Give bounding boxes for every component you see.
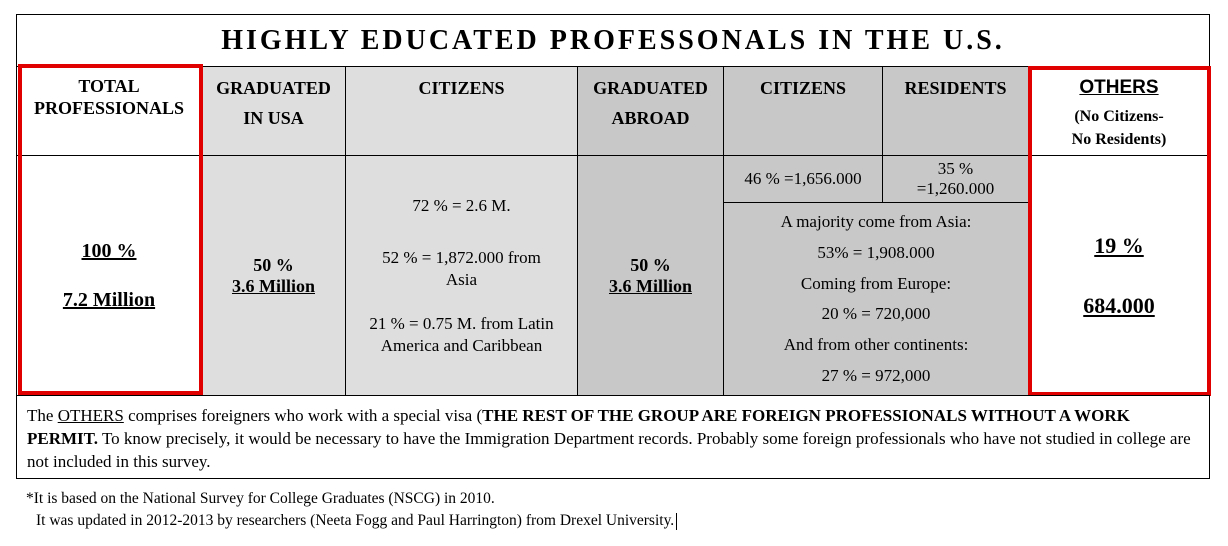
footnote-bold-text: THE REST OF THE GROUP ARE FOREIGN PROFESSIONALS WITHOUT A WORK PERMIT. [27, 406, 1130, 448]
abroad-detail-line: 27 % = 972,000 [821, 365, 931, 385]
highlight-others-column [1028, 66, 1211, 396]
graduated-abroad-percent: 50 % [630, 254, 671, 275]
header-graduated-usa-line1: GRADUATED [216, 78, 331, 98]
citizens-usa-line2b: Asia [445, 269, 478, 289]
abroad-detail-line: A majority come from Asia: [780, 212, 972, 232]
header-total-line2: PROFESSIONALS [33, 98, 185, 118]
highlight-total-column [18, 64, 203, 395]
header-citizens-usa-label: CITIZENS [418, 78, 505, 98]
graduated-abroad-cell [577, 155, 724, 396]
header-others-sub1: (No Citizens- [1074, 108, 1164, 125]
abroad-detail-cell [723, 202, 1029, 396]
others-amount: 684.000 [1083, 292, 1155, 318]
residents-cell [882, 155, 1029, 203]
citizens-abroad-value: 46 % =1,656.000 [744, 169, 862, 188]
total-amount: 7.2 Million [62, 288, 156, 311]
abroad-detail-line: 20 % = 720,000 [821, 304, 931, 324]
header-others-sub2: No Residents) [1071, 131, 1167, 148]
footnote-text-2: comprises foreigners who work with a special visa ( [123, 406, 483, 425]
abroad-detail-line: Coming from Europe: [800, 273, 952, 293]
residents-value-line1: 35 % [937, 159, 974, 178]
total-percent: 100 % [81, 239, 137, 262]
page-title: HIGHLY EDUCATED PROFESSONALS IN THE U.S. [16, 14, 1210, 66]
citizens-abroad-cell [723, 155, 883, 203]
header-graduated-abroad-line1: GRADUATED [593, 78, 708, 98]
citizens-usa-line2a: 52 % = 1,872.000 from [382, 247, 541, 267]
graduated-usa-percent: 50 % [253, 254, 294, 275]
footnote-box [16, 395, 1210, 479]
graduated-usa-amount: 3.6 Million [231, 275, 315, 296]
header-citizens-usa [345, 66, 578, 156]
header-citizens-abroad [723, 66, 883, 156]
source-note-line2 [26, 510, 1126, 532]
header-others-label: OTHERS [1079, 77, 1159, 98]
source-note-line1: *It is based on the National Survey for College Graduates (NSCG) in 2010. [26, 490, 495, 507]
source-note [26, 488, 1126, 532]
header-citizens-abroad-label: CITIZENS [759, 78, 847, 98]
citizens-usa-line3a: 21 % = 0.75 M. from Latin [369, 313, 554, 333]
abroad-detail-line: And from other continents: [783, 334, 969, 354]
graduated-usa-cell [201, 155, 346, 396]
footnote-text-3: To know precisely, it would be necessary to have the Immigration Department records. Probably some foreign professionals who have not studied in college are not included in this survey. [27, 429, 1191, 471]
citizens-usa-line1: 72 % = 2.6 M. [412, 195, 511, 215]
header-graduated-abroad-line2: ABROAD [611, 108, 690, 128]
residents-value-line2: =1,260.000 [916, 179, 995, 198]
citizens-usa-cell [345, 155, 578, 396]
header-residents [882, 66, 1029, 156]
graduated-abroad-amount: 3.6 Million [608, 275, 692, 296]
abroad-detail-line: 53% = 1,908.000 [817, 242, 935, 262]
header-total-line1: TOTAL [78, 76, 140, 96]
others-percent: 19 % [1094, 232, 1144, 258]
header-residents-label: RESIDENTS [904, 78, 1007, 98]
footnote-others-word: OTHERS [57, 406, 124, 425]
header-graduated-usa-line2: IN USA [243, 108, 304, 128]
header-graduated-usa [201, 66, 346, 156]
text-cursor [676, 513, 677, 530]
citizens-usa-line3b: America and Caribbean [380, 335, 543, 355]
source-note-line2-text: It was updated in 2012-2013 by researchers (Neeta Fogg and Paul Harrington) from Drexel University. [36, 512, 675, 529]
header-graduated-abroad [577, 66, 724, 156]
footnote-text-1: The [27, 406, 58, 425]
